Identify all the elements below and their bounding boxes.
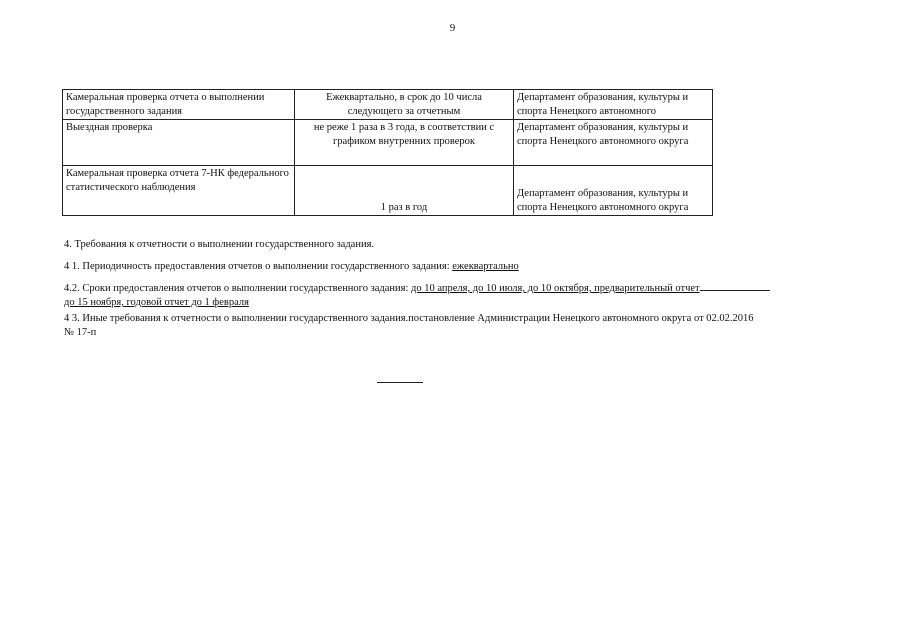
reporting-deadlines-line1: до 10 апреля, до 10 июля, до 10 октября, предварительный отчет — [411, 283, 700, 294]
control-form-cell: Камеральная проверка отчета 7-НК федерального статистического наблюдения — [63, 166, 295, 216]
paragraph-4-3-text: 4 3. Иные требования к отчетности о выполнении государственного задания.постановление Администрации Ненецкого автономного округа от 02.02.2016 — [64, 313, 754, 324]
paragraph-4-1 — [64, 260, 854, 274]
control-form-cell: Камеральная проверка отчета о выполнении государственного задания — [63, 90, 295, 120]
reporting-deadlines-line2: до 15 ноября, годовой отчет до 1 февраля — [64, 297, 249, 308]
table-row — [63, 120, 713, 166]
table-row — [63, 166, 713, 216]
reporting-periodicity: ежеквартально — [452, 261, 519, 272]
frequency-cell: 1 раз в год — [295, 166, 514, 216]
underline-filler — [700, 281, 770, 291]
frequency-cell: не реже 1 раза в 3 года, в соответствии с графиком внутренних проверок — [295, 120, 514, 166]
authority-cell: Департамент образования, культуры и спорта Ненецкого автономного округа — [514, 120, 713, 166]
authority-cell: Департамент образования, культуры и спорта Ненецкого автономного — [514, 90, 713, 120]
control-form-cell: Выездная проверка — [63, 120, 295, 166]
authority-cell: Департамент образования, культуры и спорта Ненецкого автономного округа — [514, 166, 713, 216]
control-forms-table — [62, 89, 713, 216]
end-divider — [377, 382, 423, 383]
table-row — [63, 90, 713, 120]
paragraph-4-3 — [64, 312, 854, 340]
resolution-number: № 17-п — [64, 327, 97, 338]
paragraph-4-2 — [64, 281, 854, 310]
paragraph-4-1-label: 4 1. Периодичность предоставления отчетов о выполнении государственного задания: — [64, 261, 453, 272]
frequency-cell: Ежеквартально, в срок до 10 числа следующего за отчетным — [295, 90, 514, 120]
paragraph-4-2-label: 4.2. Сроки предоставления отчетов о выполнении государственного задания: — [64, 283, 412, 294]
page-number: 9 — [449, 22, 456, 34]
section-4-heading: 4. Требования к отчетности о выполнении государственного задания. — [64, 239, 375, 250]
